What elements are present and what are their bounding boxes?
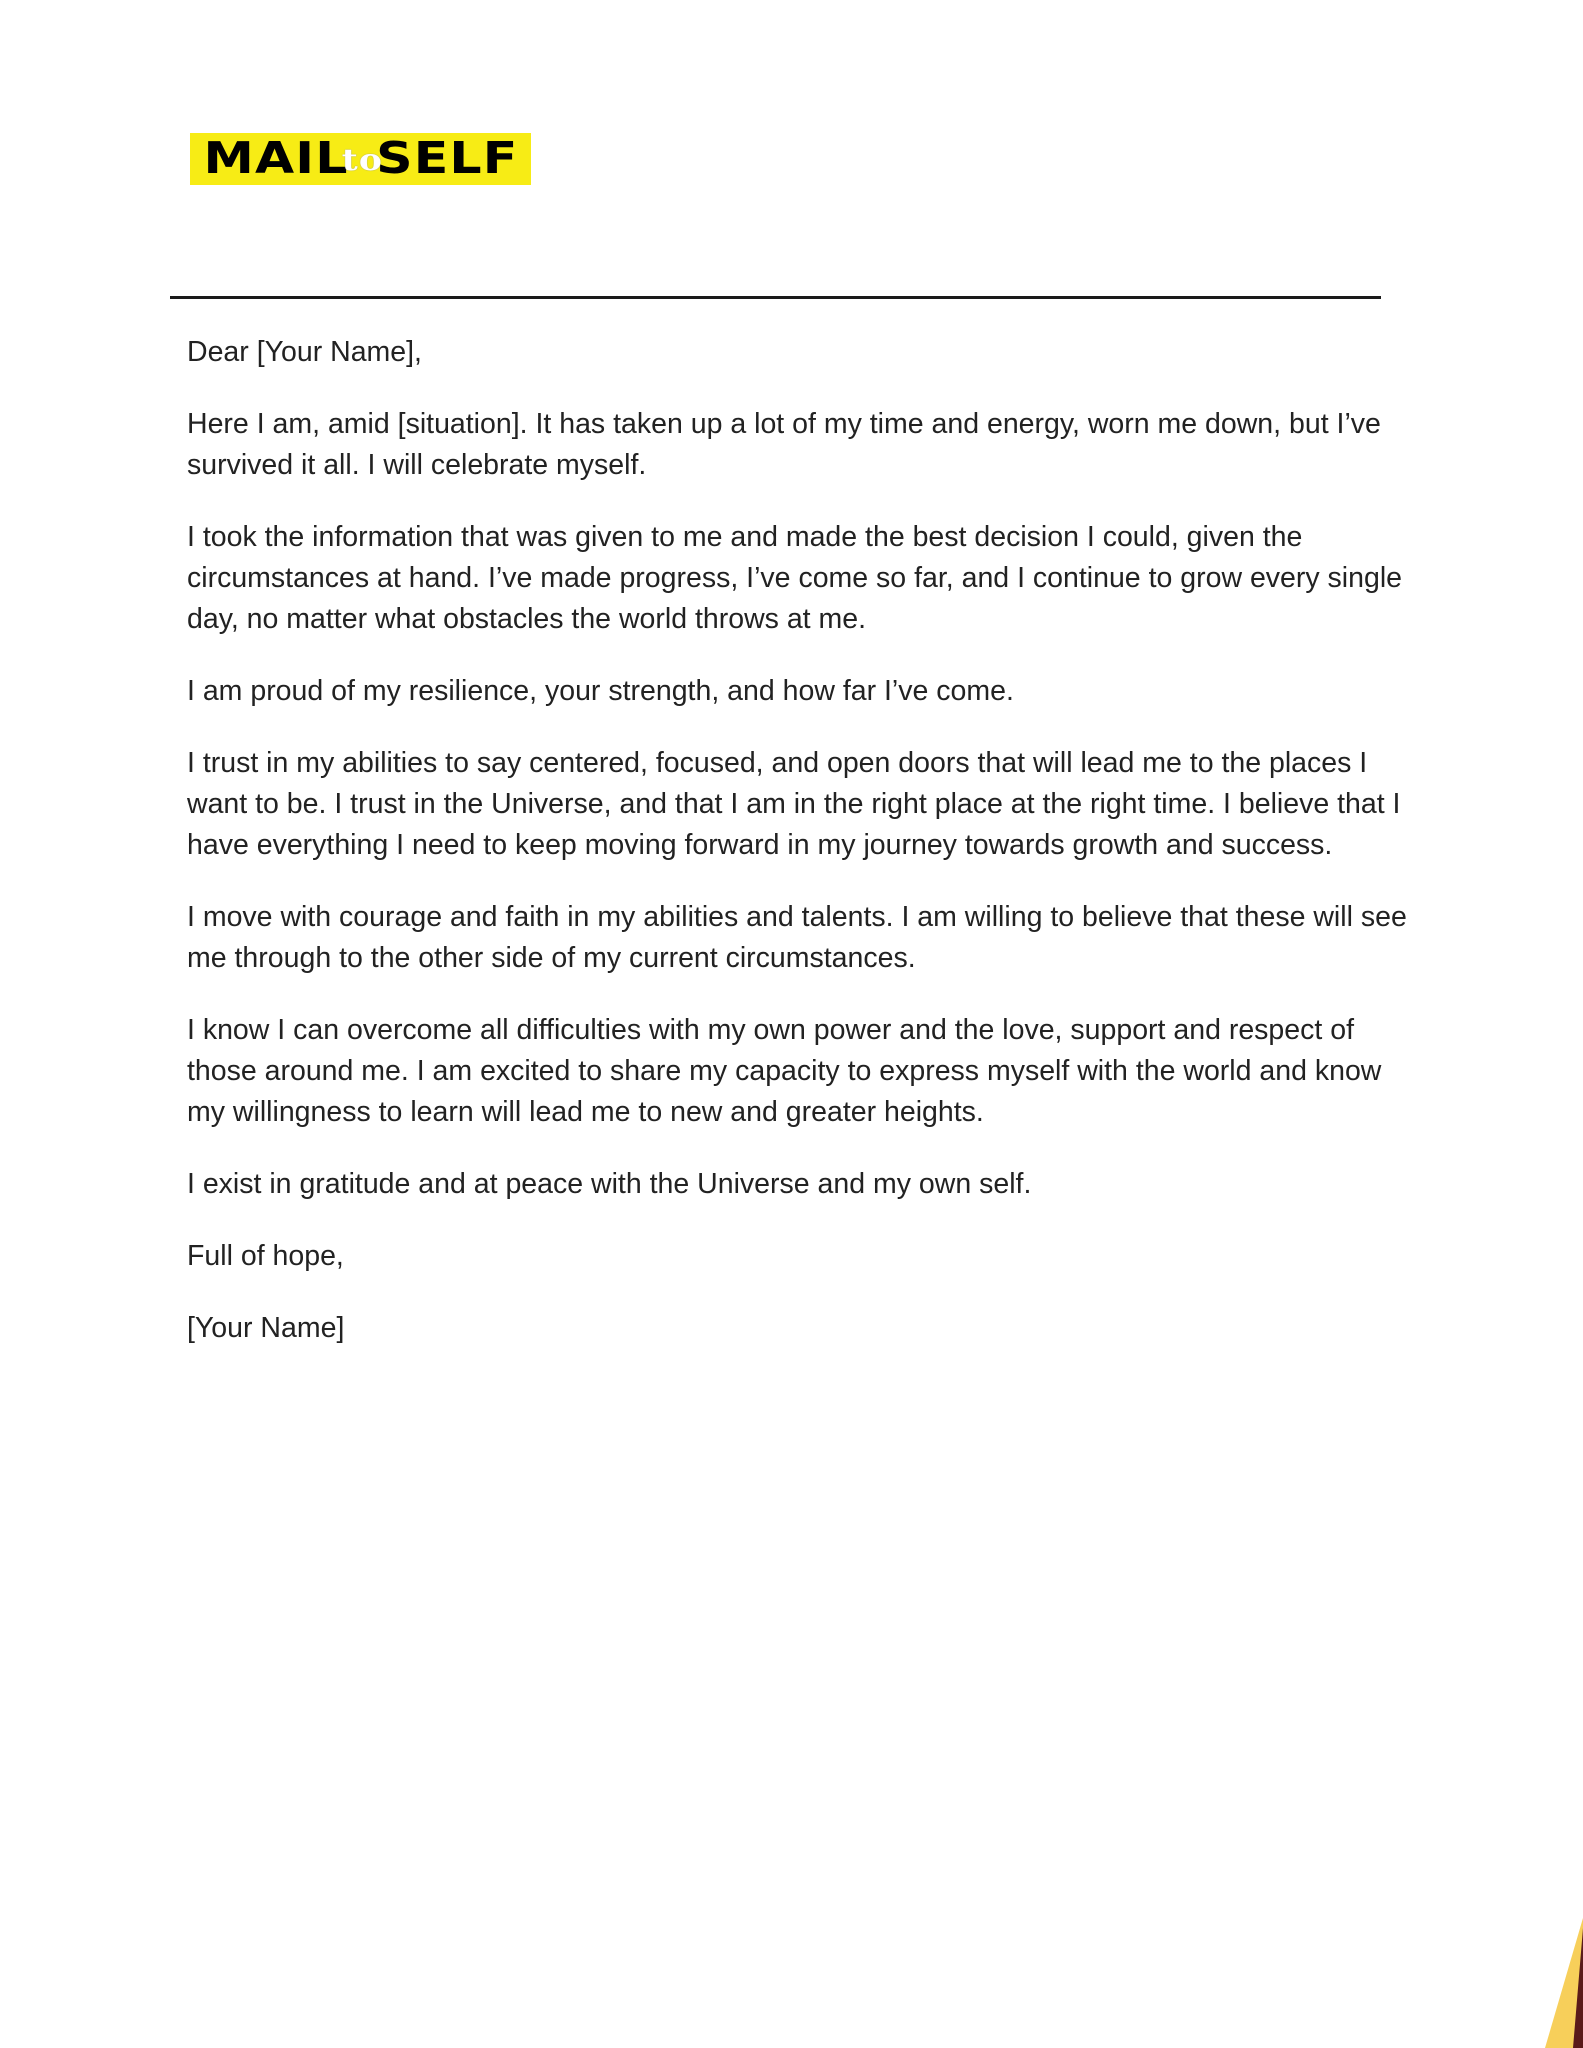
paragraph-1: Here I am, amid [situation]. It has taken up a lot of my time and energy, worn me down, but I’ve survived it all. I will celebrate myself. xyxy=(187,408,1381,481)
logo-text-to: to xyxy=(341,143,383,178)
paragraph-2: I took the information that was given to me and made the best decision I could, given the circumstances at hand. I’ve made progress, I’ve come so far, and I continue to grow every single day, no matter what obstacles the world throws at me. xyxy=(187,521,1403,635)
paragraph-7: I exist in gratitude and at peace with the Universe and my own self. xyxy=(187,1168,1032,1200)
logo-wordmark xyxy=(202,133,519,184)
signature: [Your Name] xyxy=(187,1312,345,1344)
paragraph-5: I move with courage and faith in my abilities and talents. I am willing to believe that these will see me through to the other side of my current circumstances. xyxy=(187,901,1407,974)
closing: Full of hope, xyxy=(187,1240,344,1272)
letter-body xyxy=(187,332,1427,1380)
paragraph-6: I know I can overcome all difficulties with my own power and the love, support and respect of those around me. I am excited to share my capacity to express myself with the world and know my willingness to learn will lead me to new and greater heights. xyxy=(187,1014,1382,1128)
mail-to-self-logo xyxy=(190,133,531,185)
logo-text-mail: MAIL xyxy=(202,133,349,184)
salutation: Dear [Your Name], xyxy=(187,336,422,368)
header-divider xyxy=(170,296,1381,299)
paragraph-3: I am proud of my resilience, your strength, and how far I’ve come. xyxy=(187,675,1014,707)
logo-text-self: SELF xyxy=(375,133,519,184)
corner-decoration xyxy=(1523,1918,1583,2048)
paragraph-4: I trust in my abilities to say centered, focused, and open doors that will lead me to the places I want to be. I trust in the Universe, and that I am in the right place at the right time. I believe that I have everything I need to keep moving forward in my journey towards growth and success. xyxy=(187,747,1401,861)
